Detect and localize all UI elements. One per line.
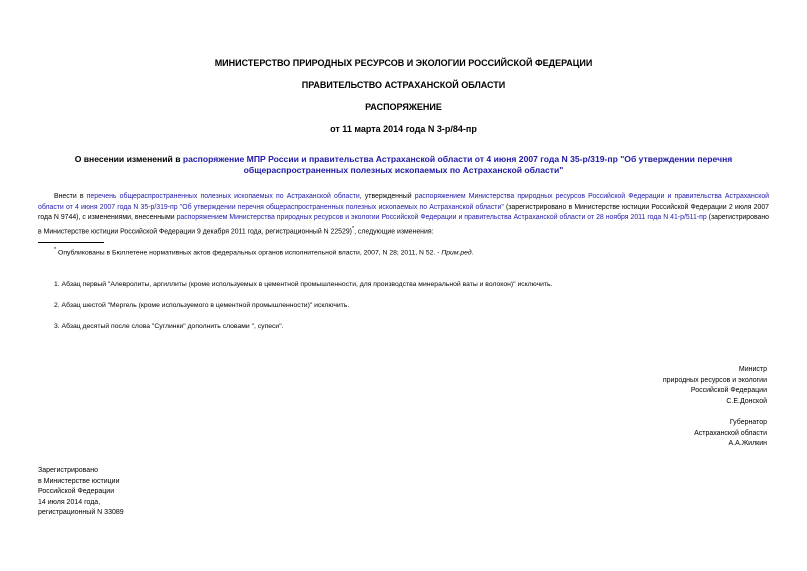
signature-line: Астраханской области bbox=[694, 429, 767, 437]
registration-line: Зарегистрировано bbox=[38, 467, 98, 474]
footnote-mark: * bbox=[54, 247, 57, 253]
body-text-1: Внести в bbox=[54, 193, 87, 200]
body-text-2: , утвержденный bbox=[359, 193, 415, 200]
body-text-3: (зарегистрировано в Министерстве юстиции Российской Федерации 2 июля 2007 года N 9744), с изменениями, внесенными bbox=[38, 203, 769, 222]
body-link-order-2011[interactable]: распоряжением Министерства природных ресурсов и экологии Российской Федерации и правительства Астраханской области от 28 ноября 2011 года N 41-р/511-пр bbox=[176, 214, 707, 222]
registration-line: Российской Федерации bbox=[38, 488, 115, 496]
signature-line: Министр bbox=[738, 366, 767, 373]
date-number-heading: от 11 марта 2014 года N 3-р/84-пр bbox=[330, 124, 477, 134]
list-item: 1. Абзац первый "Алевролиты, аргиллиты (кроме используемых в цементной промышленности, для производства минеральной ваты и волокон)" исключить. bbox=[54, 281, 553, 288]
signature-governor bbox=[694, 418, 767, 450]
list-item: 2. Абзац шестой "Мергель (кроме используемого в цементной промышленности)" исключить. bbox=[54, 302, 350, 309]
footnote-note: Прим.ред. bbox=[441, 249, 474, 257]
signature-name: А.А.Жилкин bbox=[728, 440, 767, 448]
body-paragraph bbox=[38, 192, 769, 238]
body-text-4: (зарегистрировано в Министерстве юстиции Российской Федерации 9 декабря 2011 года, регистрационный N 22529) bbox=[38, 214, 769, 236]
signature-name: С.Е.Донской bbox=[726, 397, 767, 405]
footnote-marker[interactable]: * bbox=[351, 225, 355, 232]
registration-block bbox=[38, 466, 124, 519]
signature-minister bbox=[663, 365, 767, 407]
signature-line: Губернатор bbox=[729, 419, 767, 426]
registration-date: 14 июля 2014 года, bbox=[38, 498, 101, 506]
document-title bbox=[40, 154, 767, 176]
footnote-divider bbox=[38, 242, 104, 243]
registration-line: в Министерстве юстиции bbox=[38, 477, 120, 485]
list-item: 3. Абзац десятый после слова "Суглинки" дополнить словами ", супеси". bbox=[54, 323, 284, 330]
government-heading: ПРАВИТЕЛЬСТВО АСТРАХАНСКОЙ ОБЛАСТИ bbox=[301, 80, 506, 90]
ministry-heading: МИНИСТЕРСТВО ПРИРОДНЫХ РЕСУРСОВ И ЭКОЛОГИИ РОССИЙСКОЙ ФЕДЕРАЦИИ bbox=[214, 58, 593, 68]
footnote bbox=[54, 247, 474, 256]
title-link[interactable]: распоряжение МПР России и правительства Астраханской области от 4 июня 2007 года N 35-р/319-пр "Об утверждении перечня общераспространенных полезных ископаемых по Астраханской области" bbox=[182, 154, 733, 175]
registration-number: регистрационный N 33089 bbox=[38, 509, 124, 517]
body-link-list[interactable]: перечень общераспространенных полезных ископаемых по Астраханской области bbox=[86, 193, 360, 200]
doc-type-heading: РАСПОРЯЖЕНИЕ bbox=[365, 102, 442, 112]
signature-line: природных ресурсов и экологии bbox=[662, 376, 767, 384]
signature-line: Российской Федерации bbox=[690, 387, 767, 395]
title-prefix: О внесении изменений в bbox=[74, 154, 183, 164]
body-text-5: , следующие изменения: bbox=[354, 228, 434, 236]
footnote-text: Опубликованы в Бюллетене нормативных актов федеральных органов исполнительной власти, 2007, N 28; 2011, N 52. - bbox=[56, 249, 442, 257]
body-link-order-2007[interactable]: распоряжением Министерства природных ресурсов Российской Федерации и правительства Астраханской области от 4 июня 2007 года N 35-р/319-пр "Об утверждении перечня общераспространенных полезных ископаемых по Астраханской области" bbox=[38, 193, 770, 211]
